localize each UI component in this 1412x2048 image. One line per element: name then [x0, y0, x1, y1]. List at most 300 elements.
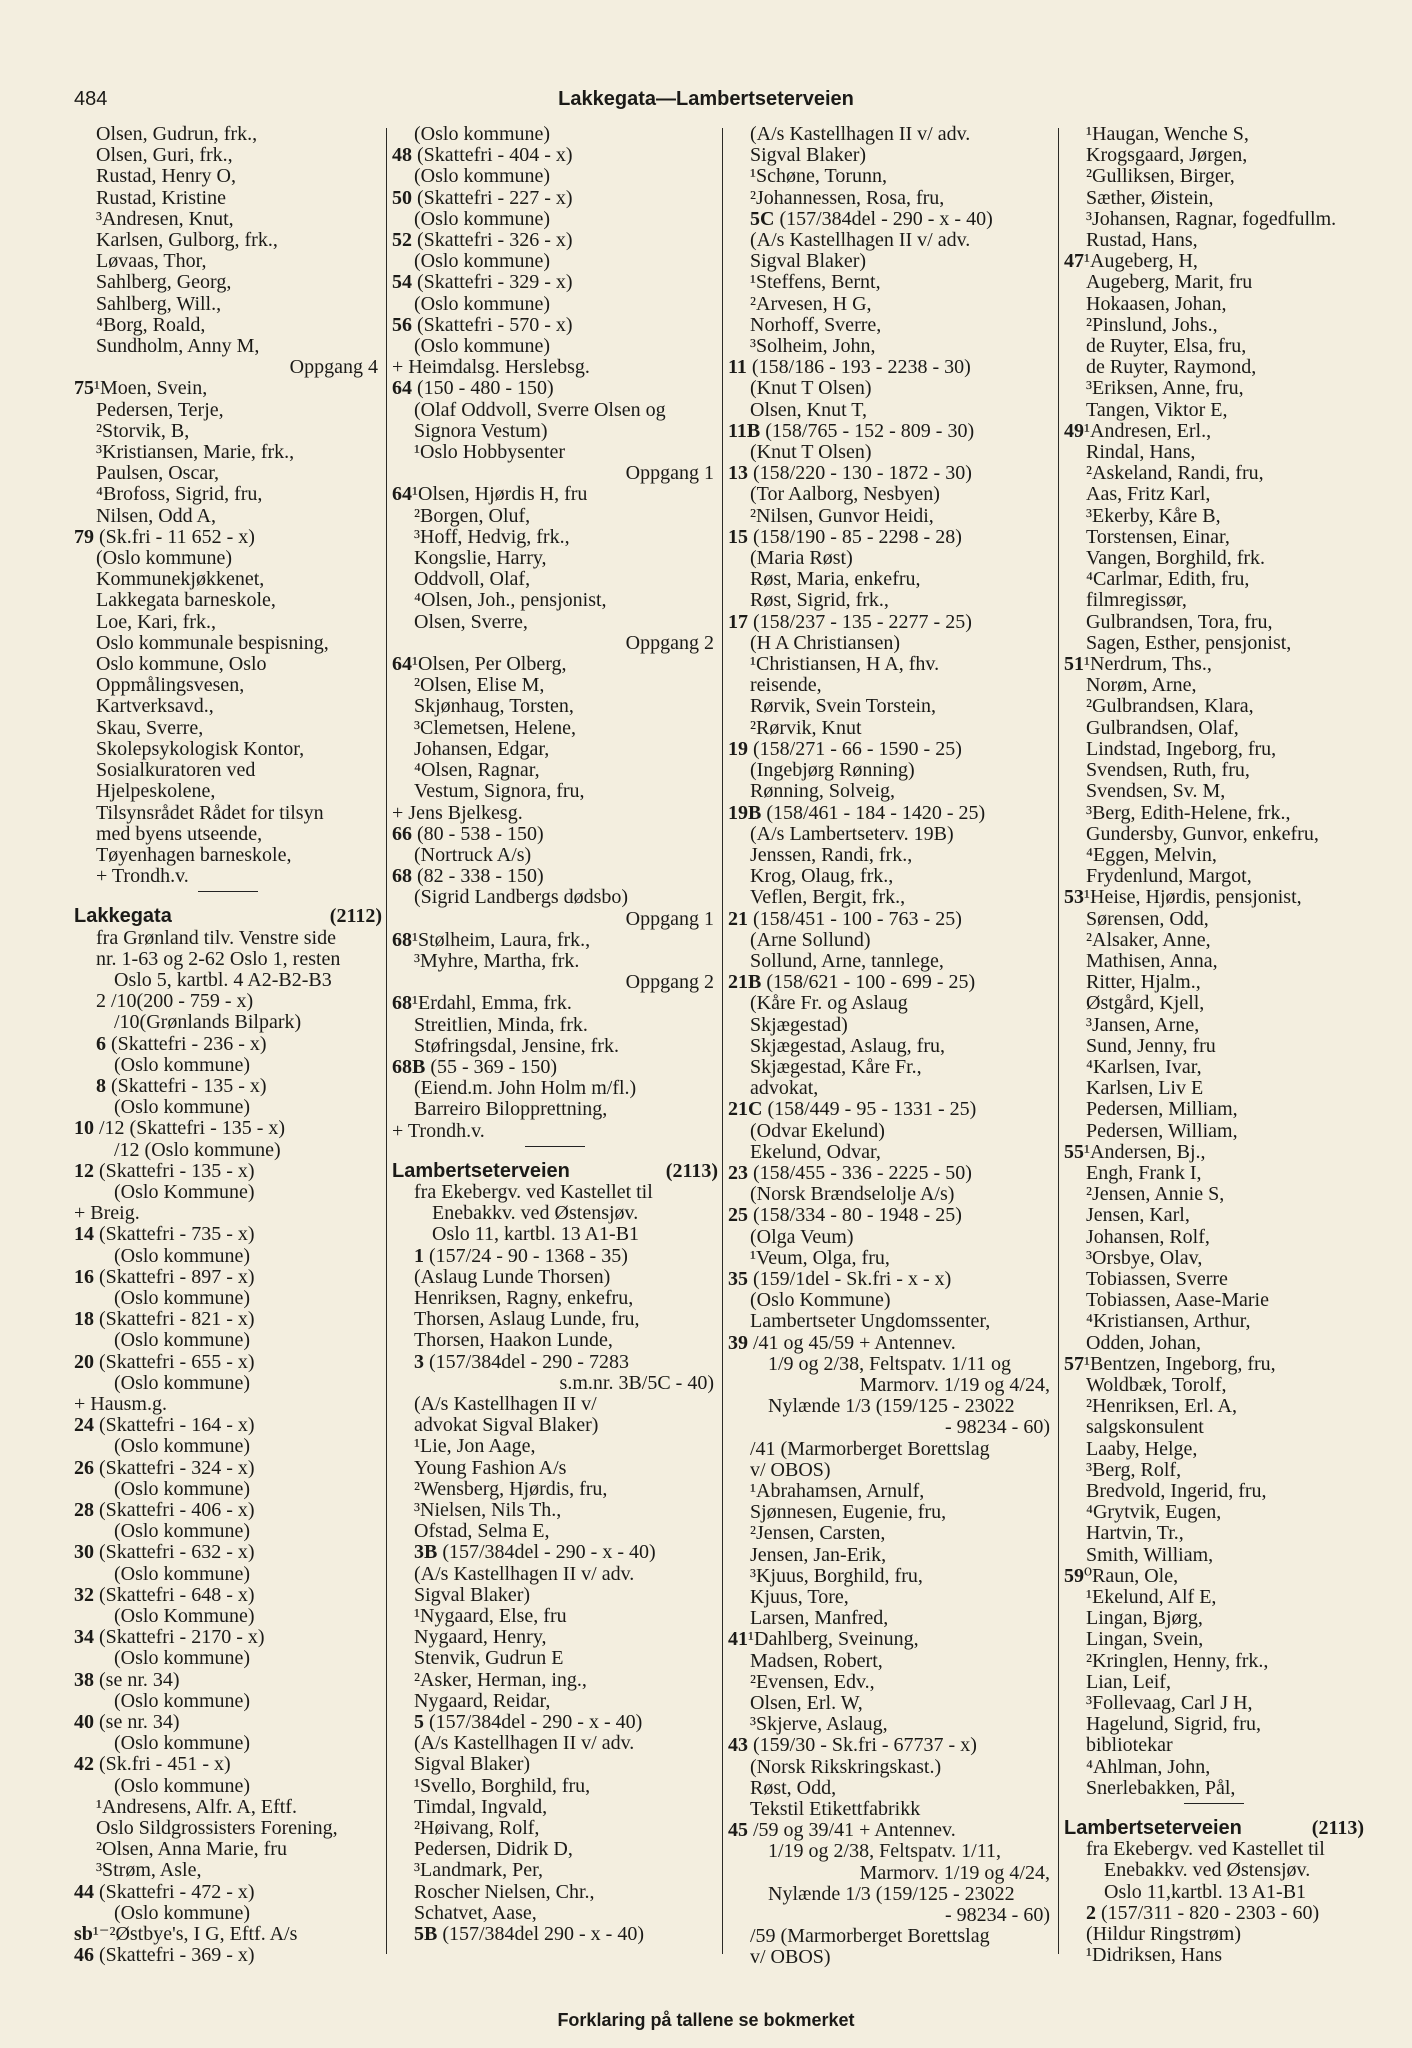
directory-entry-line: Nygaard, Reidar,: [414, 1689, 551, 1712]
directory-entry-line: (A/s Kastellhagen II v/ adv.: [414, 1732, 635, 1755]
street-code: (2113): [665, 1159, 718, 1182]
directory-entry-line: ⁴Karlsen, Ivar,: [1086, 1055, 1202, 1078]
directory-entry-line: 59⁰Raun, Ole,: [1064, 1564, 1179, 1587]
directory-entry-line: Sigval Blaker): [414, 1583, 531, 1606]
directory-entry-line: Oppgang 2: [625, 631, 714, 654]
directory-entry-line: 55¹Andersen, Bj.,: [1064, 1140, 1206, 1163]
directory-entry-line: Rustad, Henry O,: [96, 165, 236, 188]
directory-entry-line: 44 (Skattefri - 472 - x): [74, 1880, 255, 1903]
directory-entry-line: Jensen, Karl,: [1086, 1204, 1190, 1227]
directory-entry-line: Olsen, Knut T,: [750, 398, 868, 421]
directory-entry-line: (Oslo kommune): [114, 1901, 251, 1924]
street-heading: [74, 906, 382, 927]
directory-entry-line: ²Askeland, Randi, fru,: [1086, 462, 1264, 485]
directory-entry-line: de Ruyter, Elsa, fru,: [1086, 335, 1247, 358]
directory-entry-line: Timdal, Ingvald,: [414, 1795, 548, 1818]
column-3: [728, 124, 1054, 1994]
directory-entry-line: ¹Abrahamsen, Arnulf,: [750, 1480, 925, 1502]
directory-entry-line: (Eiend.m. John Holm m/fl.): [414, 1077, 637, 1100]
directory-entry-line: 3B (157/384del - 290 - x - 40): [414, 1541, 656, 1564]
directory-entry-line: Pedersen, William,: [1086, 1119, 1238, 1142]
directory-entry-line: ²Nilsen, Gunvor Heidi,: [750, 504, 934, 527]
directory-entry-line: (Oslo kommune): [114, 1477, 251, 1500]
directory-entry-line: 11 (158/186 - 193 - 2238 - 30): [728, 356, 971, 379]
directory-entry-line: Sjønnesen, Eugenie, fru,: [750, 1501, 947, 1524]
directory-entry-line: Røst, Odd,: [750, 1776, 837, 1799]
directory-entry-line: Olsen, Sverre,: [414, 610, 528, 633]
directory-entry-line: 79 (Sk.fri - 11 652 - x): [74, 525, 255, 548]
directory-entry-line: 13 (158/220 - 130 - 1872 - 30): [728, 462, 972, 485]
directory-entry-line: - 98234 - 60): [945, 1416, 1050, 1439]
directory-entry-line: (Oslo kommune): [114, 1732, 251, 1755]
directory-entry-line: Skolepsykologisk Kontor,: [96, 737, 305, 760]
directory-entry-line: (Odvar Ekelund): [750, 1119, 885, 1142]
directory-entry-line: med byens utseende,: [96, 822, 263, 845]
directory-entry-line: Jenssen, Randi, frk.,: [750, 843, 913, 866]
directory-entry-line: Tobiassen, Sverre: [1086, 1267, 1228, 1290]
street-heading: [392, 1161, 718, 1182]
directory-entry-line: Vestum, Signora, fru,: [414, 780, 585, 803]
directory-entry-line: 19 (158/271 - 66 - 1590 - 25): [728, 737, 962, 760]
directory-entry-line: ³Kristiansen, Marie, frk.,: [96, 441, 295, 464]
directory-entry-line: ⁴Olsen, Ragnar,: [414, 759, 540, 782]
directory-entry-line: Roscher Nielsen, Chr.,: [414, 1880, 595, 1903]
directory-entry-line: 51¹Nerdrum, Ths.,: [1064, 653, 1212, 676]
directory-entry-line: Karlsen, Gulborg, frk.,: [96, 229, 278, 252]
directory-entry-line: ²Olsen, Anna Marie, fru: [96, 1838, 287, 1861]
directory-entry-line: (A/s Lambertseterv. 19B): [750, 822, 954, 845]
directory-entry-line: (Kåre Fr. og Aslaug: [750, 992, 908, 1015]
directory-entry-line: /12 (Oslo kommune): [114, 1138, 281, 1161]
directory-entry-line: Marmorv. 1/19 og 4/24,: [859, 1861, 1050, 1884]
directory-entry-line: Norhoff, Sverre,: [750, 313, 882, 336]
directory-entry-line: Sahlberg, Will.,: [96, 292, 222, 315]
directory-entry-line: ²Evensen, Edv.,: [750, 1670, 875, 1693]
directory-entry-line: Røst, Maria, enkefru,: [750, 568, 921, 591]
directory-entry-line: Hokaasen, Johan,: [1086, 292, 1227, 315]
directory-entry-line: ¹Steffens, Bernt,: [750, 271, 881, 294]
street-code: (2113): [1311, 1817, 1364, 1840]
directory-entry-line: (Olga Veum): [750, 1225, 854, 1248]
directory-entry-line: 8 (Skattefri - 135 - x): [96, 1074, 267, 1097]
directory-entry-line: 1 (157/24 - 90 - 1368 - 35): [414, 1244, 628, 1267]
directory-entry-line: nr. 1-63 og 2-62 Oslo 1, resten: [96, 947, 341, 970]
directory-entry-line: Larsen, Manfred,: [750, 1607, 889, 1630]
directory-entry-line: (Oslo kommune): [414, 124, 551, 145]
page-number: 484: [74, 88, 108, 110]
directory-entry-line: (Tor Aalborg, Nesbyen): [750, 483, 940, 506]
directory-entry-line: ³Nielsen, Nils Th.,: [414, 1499, 562, 1521]
directory-entry-line: ²Henriksen, Erl. A,: [1086, 1395, 1237, 1418]
directory-entry-line: Ekelund, Odvar,: [750, 1140, 881, 1163]
directory-entry-line: ¹Nygaard, Else, fru: [414, 1605, 567, 1628]
directory-entry-line: (Maria Røst): [750, 547, 853, 570]
directory-entry-line: ³Jansen, Arne,: [1086, 1013, 1200, 1036]
directory-entry-line: Oslo kommunale bespisning,: [96, 631, 329, 654]
directory-entry-line: Woldbæk, Torolf,: [1086, 1373, 1227, 1396]
directory-entry-line: (Oslo kommune): [414, 250, 551, 273]
directory-entry-line: Lambertseter Ungdomssenter,: [750, 1310, 991, 1333]
directory-entry-line: sb¹⁻²Østbye's, I G, Eftf. A/s: [74, 1923, 298, 1946]
directory-entry-line: Svendsen, Sv. M,: [1086, 780, 1226, 803]
directory-entry-line: Streitlien, Minda, frk.: [414, 1013, 588, 1036]
footer-note: Forklaring på tallene se bokmerket: [557, 2010, 855, 2030]
directory-entry-line: ¹Svello, Borghild, fru,: [414, 1774, 591, 1797]
directory-entry-line: bibliotekar: [1086, 1734, 1173, 1757]
directory-entry-line: Sagen, Esther, pensjonist,: [1086, 631, 1292, 654]
directory-entry-line: (Oslo kommune): [114, 1520, 251, 1543]
directory-entry-line: (Norsk Brændselolje A/s): [750, 1183, 955, 1206]
directory-entry-line: (Oslo Kommune): [114, 1180, 255, 1203]
directory-entry-line: (A/s Kastellhagen II v/ adv.: [750, 124, 971, 145]
directory-entry-line: 21C (158/449 - 95 - 1331 - 25): [728, 1098, 977, 1121]
directory-entry-line: Madsen, Robert,: [750, 1649, 883, 1672]
column-1: [74, 124, 382, 1994]
directory-entry-line: 28 (Skattefri - 406 - x): [74, 1499, 255, 1521]
directory-entry-line: + Jens Bjelkesg.: [392, 801, 523, 824]
directory-entry-line: Sundholm, Anny M,: [96, 335, 260, 358]
directory-entry-line: Tobiassen, Aase-Marie: [1086, 1289, 1269, 1312]
directory-entry-line: Norøm, Arne,: [1086, 674, 1197, 697]
directory-entry-line: 5C (157/384del - 290 - x - 40): [750, 207, 993, 230]
directory-entry-line: (Nortruck A/s): [414, 843, 532, 866]
directory-entry-line: ¹Haugan, Wenche S,: [1086, 124, 1249, 145]
directory-entry-line: (A/s Kastellhagen II v/ adv.: [750, 229, 971, 252]
directory-entry-line: Karlsen, Liv E: [1086, 1077, 1204, 1100]
directory-entry-line: filmregissør,: [1086, 589, 1187, 612]
directory-entry-line: Sørensen, Odd,: [1086, 907, 1209, 930]
directory-entry-line: ³Eriksen, Anne, fru,: [1086, 377, 1244, 400]
directory-entry-line: ⁴Eggen, Melvin,: [1086, 843, 1217, 866]
directory-entry-line: Østgård, Kjell,: [1086, 992, 1205, 1015]
directory-entry-line: Bredvold, Ingerid, fru,: [1086, 1480, 1267, 1502]
directory-entry-line: Oddvoll, Olaf,: [414, 568, 531, 591]
directory-entry-line: ⁴Borg, Roald,: [96, 313, 206, 336]
directory-entry-line: Kommunekjøkkenet,: [96, 568, 265, 591]
section-rule: [198, 891, 258, 892]
directory-entry-line: (Sigrid Landbergs dødsbo): [414, 886, 629, 909]
directory-entry-line: ¹Ekelund, Alf E,: [1086, 1586, 1217, 1609]
directory-entry-line: Lingan, Bjørg,: [1086, 1607, 1203, 1630]
directory-entry-line: 39 /41 og 45/59 + Antennev.: [728, 1331, 956, 1354]
directory-entry-line: ⁴Carlmar, Edith, fru,: [1086, 568, 1250, 591]
directory-entry-line: 5B (157/384del 290 - x - 40): [414, 1923, 644, 1946]
directory-entry-line: 15 (158/190 - 85 - 2298 - 28): [728, 525, 962, 548]
directory-entry-line: Pedersen, Didrik D,: [414, 1838, 573, 1861]
directory-entry-line: Oslo 11, kartbl. 13 A1-B1: [432, 1223, 640, 1246]
directory-entry-line: Tekstil Etikettfabrikk: [750, 1798, 921, 1821]
directory-entry-line: Sæther, Øistein,: [1086, 186, 1214, 209]
directory-entry-line: ³Johansen, Ragnar, fogedfullm.: [1086, 207, 1337, 230]
directory-entry-line: 3 (157/384del - 290 - 7283: [414, 1350, 629, 1373]
directory-entry-line: Schatvet, Aase,: [414, 1901, 537, 1924]
directory-entry-line: Jensen, Jan-Erik,: [750, 1543, 887, 1566]
directory-entry-line: (Oslo kommune): [114, 1647, 251, 1670]
column-divider: [1058, 128, 1059, 1954]
directory-entry-line: ²Gulbrandsen, Klara,: [1086, 695, 1254, 718]
directory-entry-line: ⁴Kristiansen, Arthur,: [1086, 1310, 1251, 1333]
directory-entry-line: Nylænde 1/3 (159/125 - 23022: [768, 1882, 1015, 1905]
directory-entry-line: Engh, Frank I,: [1086, 1161, 1202, 1184]
directory-entry-line: 49¹Andresen, Erl.,: [1064, 419, 1212, 442]
column-divider: [722, 128, 723, 1954]
directory-entry-line: Aas, Fritz Karl,: [1086, 483, 1211, 506]
directory-entry-line: (Norsk Rikskringskast.): [750, 1755, 942, 1778]
directory-entry-line: fra Grønland tilv. Venstre side: [96, 926, 336, 949]
directory-entry-line: Signora Vestum): [414, 419, 548, 442]
directory-entry-line: + Hausm.g.: [74, 1392, 167, 1415]
directory-entry-line: Oppgang 4: [289, 356, 378, 379]
directory-entry-line: ¹Andresens, Alfr. A, Eftf.: [96, 1795, 297, 1818]
directory-entry-line: Kjuus, Tore,: [750, 1586, 849, 1609]
directory-entry-line: 42 (Sk.fri - 451 - x): [74, 1753, 231, 1776]
directory-entry-line: Johansen, Rolf,: [1086, 1225, 1210, 1248]
directory-entry-line: 43 (159/30 - Sk.fri - 67737 - x): [728, 1734, 977, 1757]
directory-entry-line: ²Jensen, Annie S,: [1086, 1183, 1225, 1206]
directory-entry-line: Sosialkuratoren ved: [96, 759, 256, 782]
directory-entry-line: 1/19 og 2/38, Feltspatv. 1/11,: [768, 1840, 1001, 1863]
directory-entry-line: 21 (158/451 - 100 - 763 - 25): [728, 907, 962, 930]
directory-entry-line: Rørvik, Svein Torstein,: [750, 695, 937, 718]
directory-entry-line: 30 (Skattefri - 632 - x): [74, 1541, 255, 1564]
directory-entry-line: 14 (Skattefri - 735 - x): [74, 1223, 255, 1246]
directory-entry-line: 5 (157/384del - 290 - x - 40): [414, 1711, 643, 1734]
directory-entry-line: 12 (Skattefri - 135 - x): [74, 1159, 255, 1182]
column-divider: [386, 128, 387, 1954]
directory-entry-line: ²Gulliksen, Birger,: [1086, 165, 1235, 188]
directory-entry-line: Nylænde 1/3 (159/125 - 23022: [768, 1395, 1015, 1418]
directory-entry-line: Veflen, Bergit, frk.,: [750, 886, 906, 909]
directory-entry-line: + Trondh.v.: [96, 865, 189, 888]
directory-entry-line: v/ OBOS): [750, 1458, 831, 1481]
directory-entry-line: Rustad, Kristine: [96, 186, 226, 209]
directory-entry-line: Rønning, Solveig,: [750, 780, 896, 803]
column-4: [1064, 124, 1364, 1994]
directory-entry-line: Rustad, Hans,: [1086, 229, 1198, 252]
street-code: (2112): [329, 905, 382, 928]
directory-entry-line: + Heimdalsg. Herslebsg.: [392, 356, 590, 379]
directory-entry-line: /59 (Marmorberget Borettslag: [750, 1925, 990, 1948]
directory-entry-line: + Trondh.v.: [392, 1119, 485, 1142]
directory-entry-line: Sigval Blaker): [750, 144, 867, 167]
directory-entry-line: 25 (158/334 - 80 - 1948 - 25): [728, 1204, 962, 1227]
directory-entry-line: ²Borgen, Oluf,: [414, 504, 531, 527]
directory-entry-line: 47¹Augeberg, H,: [1064, 250, 1198, 273]
directory-entry-line: v/ OBOS): [750, 1946, 831, 1969]
directory-entry-line: Oslo Sildgrossisters Forening,: [96, 1817, 338, 1840]
directory-entry-line: (A/s Kastellhagen II v/ adv.: [414, 1562, 635, 1585]
directory-entry-line: 21B (158/621 - 100 - 699 - 25): [728, 971, 976, 994]
directory-entry-line: Sigval Blaker): [750, 250, 867, 273]
directory-entry-line: ³Kjuus, Borghild, fru,: [750, 1564, 923, 1587]
directory-entry-line: (Oslo kommune): [114, 1096, 251, 1119]
directory-entry-line: ³Strøm, Asle,: [96, 1859, 202, 1882]
directory-entry-line: Mathisen, Anna,: [1086, 949, 1218, 972]
directory-entry-line: 2 (157/311 - 820 - 2303 - 60): [1086, 1901, 1320, 1924]
directory-entry-line: 52 (Skattefri - 326 - x): [392, 229, 573, 252]
directory-entry-line: Skjønhaug, Torsten,: [414, 695, 574, 718]
directory-entry-line: ²Asker, Herman, ing.,: [414, 1668, 587, 1691]
directory-entry-line: ²Johannessen, Rosa, fru,: [750, 186, 945, 209]
directory-entry-line: Lakkegata barneskole,: [96, 589, 276, 612]
directory-entry-line: ³Hoff, Hedvig, frk.,: [414, 525, 570, 548]
directory-entry-line: Oslo kommune, Oslo: [96, 653, 267, 676]
directory-entry-line: 40 (se nr. 34): [74, 1711, 180, 1734]
directory-entry-line: Svendsen, Ruth, fru,: [1086, 759, 1250, 782]
directory-entry-line: ³Andresen, Knut,: [96, 207, 234, 230]
directory-entry-line: Oppmålingsvesen,: [96, 674, 245, 697]
directory-entry-line: Lindstad, Ingeborg, fru,: [1086, 737, 1277, 760]
directory-entry-line: (Oslo Kommune): [750, 1289, 891, 1312]
directory-entry-line: s.m.nr. 3B/5C - 40): [559, 1371, 714, 1394]
directory-entry-line: 38 (se nr. 34): [74, 1668, 180, 1691]
directory-entry-line: ³Berg, Rolf,: [1086, 1458, 1182, 1481]
directory-entry-line: Sund, Jenny, fru: [1086, 1034, 1216, 1057]
street-name: Lambertseterveien: [392, 1159, 570, 1182]
directory-entry-line: (Oslo kommune): [414, 165, 551, 188]
directory-entry-line: Barreiro Bilopprettning,: [414, 1098, 608, 1121]
directory-entry-line: ²Pinslund, Johs.,: [1086, 313, 1218, 336]
directory-entry-line: Skau, Sverre,: [96, 716, 204, 739]
directory-entry-line: Oppgang 2: [625, 971, 714, 994]
directory-entry-line: ¹Oslo Hobbysenter: [414, 441, 565, 464]
directory-entry-line: Frydenlund, Margot,: [1086, 865, 1252, 888]
directory-entry-line: 6 (Skattefri - 236 - x): [96, 1032, 267, 1055]
directory-entry-line: Stenvik, Gudrun E: [414, 1647, 564, 1670]
directory-entry-line: 35 (159/1del - Sk.fri - x - x): [728, 1267, 952, 1290]
directory-entry-line: (Knut T Olsen): [750, 377, 872, 400]
directory-entry-line: 68¹Erdahl, Emma, frk.: [392, 992, 572, 1015]
directory-entry-line: 66 (80 - 538 - 150): [392, 822, 544, 845]
directory-entry-line: Oppgang 1: [625, 907, 714, 930]
directory-entry-line: Olsen, Guri, frk.,: [96, 144, 233, 167]
directory-entry-line: 64¹Olsen, Hjørdis H, fru: [392, 483, 588, 506]
directory-entry-line: Gulbrandsen, Olaf,: [1086, 716, 1239, 739]
directory-entry-line: 1/9 og 2/38, Feltspatv. 1/11 og: [768, 1352, 1011, 1375]
directory-entry-line: 24 (Skattefri - 164 - x): [74, 1414, 255, 1437]
directory-entry-line: Thorsen, Aslaug Lunde, fru,: [414, 1308, 640, 1331]
directory-entry-line: 45 /59 og 39/41 + Antennev.: [728, 1819, 956, 1842]
directory-entry-line: (Hildur Ringstrøm): [1086, 1923, 1241, 1946]
directory-entry-line: salgskonsulent: [1086, 1416, 1204, 1439]
directory-entry-line: Loe, Kari, frk.,: [96, 610, 216, 633]
directory-entry-line: ²Wensberg, Hjørdis, fru,: [414, 1477, 608, 1500]
directory-entry-line: Nilsen, Odd A,: [96, 504, 216, 527]
directory-entry-line: ³Skjerve, Aslaug,: [750, 1713, 888, 1736]
directory-entry-line: Hagelund, Sigrid, fru,: [1086, 1713, 1261, 1736]
directory-entry-line: Olsen, Gudrun, frk.,: [96, 124, 258, 145]
directory-entry-line: 2 /10(200 - 759 - x): [96, 990, 254, 1013]
directory-entry-line: 32 (Skattefri - 648 - x): [74, 1583, 255, 1606]
directory-entry-line: 57¹Bentzen, Ingeborg, fru,: [1064, 1352, 1276, 1375]
directory-entry-line: Marmorv. 1/19 og 4/24,: [859, 1373, 1050, 1396]
directory-entry-line: (Olaf Oddvoll, Sverre Olsen og: [414, 398, 666, 421]
directory-entry-line: Young Fashion A/s: [414, 1456, 567, 1479]
directory-entry-line: Røst, Sigrid, frk.,: [750, 589, 889, 612]
directory-entry-line: ³Clemetsen, Helene,: [414, 716, 577, 739]
directory-entry-line: Sollund, Arne, tannlege,: [750, 949, 944, 972]
directory-entry-line: ²Storvik, B,: [96, 419, 190, 442]
directory-entry-line: ²Rørvik, Knut: [750, 716, 862, 739]
directory-entry-line: Tøyenhagen barneskole,: [96, 843, 292, 866]
directory-entry-line: ¹Christiansen, H A, fhv.: [750, 653, 940, 676]
directory-entry-line: Ritter, Hjalm.,: [1086, 971, 1201, 994]
directory-entry-line: (H A Christiansen): [750, 631, 900, 654]
directory-entry-line: ⁴Olsen, Joh., pensjonist,: [414, 589, 607, 612]
directory-entry-line: 18 (Skattefri - 821 - x): [74, 1308, 255, 1331]
directory-entry-line: (Oslo kommune): [114, 1244, 251, 1267]
section-rule: [525, 1146, 585, 1147]
directory-entry-line: (Arne Sollund): [750, 928, 871, 951]
directory-entry-line: reisende,: [750, 674, 822, 697]
directory-entry-line: (Oslo kommune): [414, 292, 551, 315]
directory-entry-line: ²Alsaker, Anne,: [1086, 928, 1211, 951]
directory-entry-line: (Ingebjørg Rønning): [750, 759, 915, 782]
directory-entry-line: Olsen, Erl. W,: [750, 1692, 863, 1715]
directory-entry-line: Enebakkv. ved Østensjøv.: [432, 1202, 639, 1225]
directory-entry-line: fra Ekebergv. ved Kastellet til: [1086, 1838, 1325, 1861]
directory-entry-line: ¹Schøne, Torunn,: [750, 165, 887, 188]
directory-entry-line: Rindal, Hans,: [1086, 441, 1196, 464]
directory-entry-line: - 98234 - 60): [945, 1904, 1050, 1927]
directory-entry-line: Ofstad, Selma E,: [414, 1520, 550, 1543]
directory-entry-line: (A/s Kastellhagen II v/: [414, 1392, 597, 1415]
directory-entry-line: advokat Sigval Blaker): [414, 1414, 599, 1437]
directory-entry-line: 41¹Dahlberg, Sveinung,: [728, 1628, 919, 1651]
column-2: [392, 124, 718, 1994]
directory-entry-line: (Knut T Olsen): [750, 441, 872, 464]
directory-entry-line: (Oslo kommune): [114, 1435, 251, 1458]
directory-entry-line: 10 /12 (Skattefri - 135 - x): [74, 1117, 286, 1140]
directory-entry-line: ⁴Grytvik, Eugen,: [1086, 1501, 1222, 1524]
directory-entry-line: Skjægestad, Kåre Fr.,: [750, 1055, 922, 1078]
directory-entry-line: ²Høivang, Rolf,: [414, 1817, 540, 1840]
directory-entry-line: ⁴Brofoss, Sigrid, fru,: [96, 483, 263, 506]
directory-columns: [74, 124, 1364, 1994]
directory-entry-line: Hartvin, Tr.,: [1086, 1522, 1184, 1545]
running-head: Lakkegata—Lambertseterveien: [558, 88, 854, 110]
directory-entry-line: (Oslo kommune): [114, 1371, 251, 1394]
directory-entry-line: Sigval Blaker): [414, 1753, 531, 1776]
directory-entry-line: Odden, Johan,: [1086, 1331, 1201, 1354]
street-name: Lakkegata: [74, 905, 172, 928]
directory-entry-line: ³Landmark, Per,: [414, 1859, 544, 1882]
directory-entry-line: Pedersen, Milliam,: [1086, 1098, 1238, 1121]
directory-entry-line: Paulsen, Oscar,: [96, 462, 220, 485]
directory-entry-line: ³Solheim, John,: [750, 335, 876, 358]
directory-entry-line: (Oslo kommune): [114, 1562, 251, 1585]
directory-entry-line: 34 (Skattefri - 2170 - x): [74, 1626, 265, 1649]
directory-entry-line: Kartverksavd.,: [96, 695, 214, 718]
directory-entry-line: Vangen, Borghild, frk.: [1086, 547, 1266, 570]
directory-entry-line: 50 (Skattefri - 227 - x): [392, 186, 573, 209]
street-heading: [1064, 1818, 1364, 1839]
directory-entry-line: 11B (158/765 - 152 - 809 - 30): [728, 419, 975, 442]
directory-entry-line: Oslo 5, kartbl. 4 A2-B2-B3: [114, 968, 332, 991]
directory-entry-line: ²Kringlen, Henny, frk.,: [1086, 1649, 1269, 1672]
directory-entry-line: Oslo 11,kartbl. 13 A1-B1: [1104, 1880, 1307, 1903]
directory-entry-line: fra Ekebergv. ved Kastellet til: [414, 1180, 653, 1203]
directory-entry-line: 68B (55 - 369 - 150): [392, 1055, 557, 1078]
directory-entry-line: Løvaas, Thor,: [96, 250, 207, 273]
directory-entry-line: 75¹Moen, Svein,: [74, 377, 208, 400]
directory-entry-line: 68¹Stølheim, Laura, frk.,: [392, 928, 591, 951]
directory-entry-line: Snerlebakken, Pål,: [1086, 1776, 1236, 1799]
directory-entry-line: Nygaard, Henry,: [414, 1626, 547, 1649]
directory-entry-line: ¹Didriksen, Hans: [1086, 1944, 1222, 1967]
directory-entry-line: Tangen, Viktor E,: [1086, 398, 1228, 421]
directory-entry-line: Johansen, Edgar,: [414, 737, 550, 760]
